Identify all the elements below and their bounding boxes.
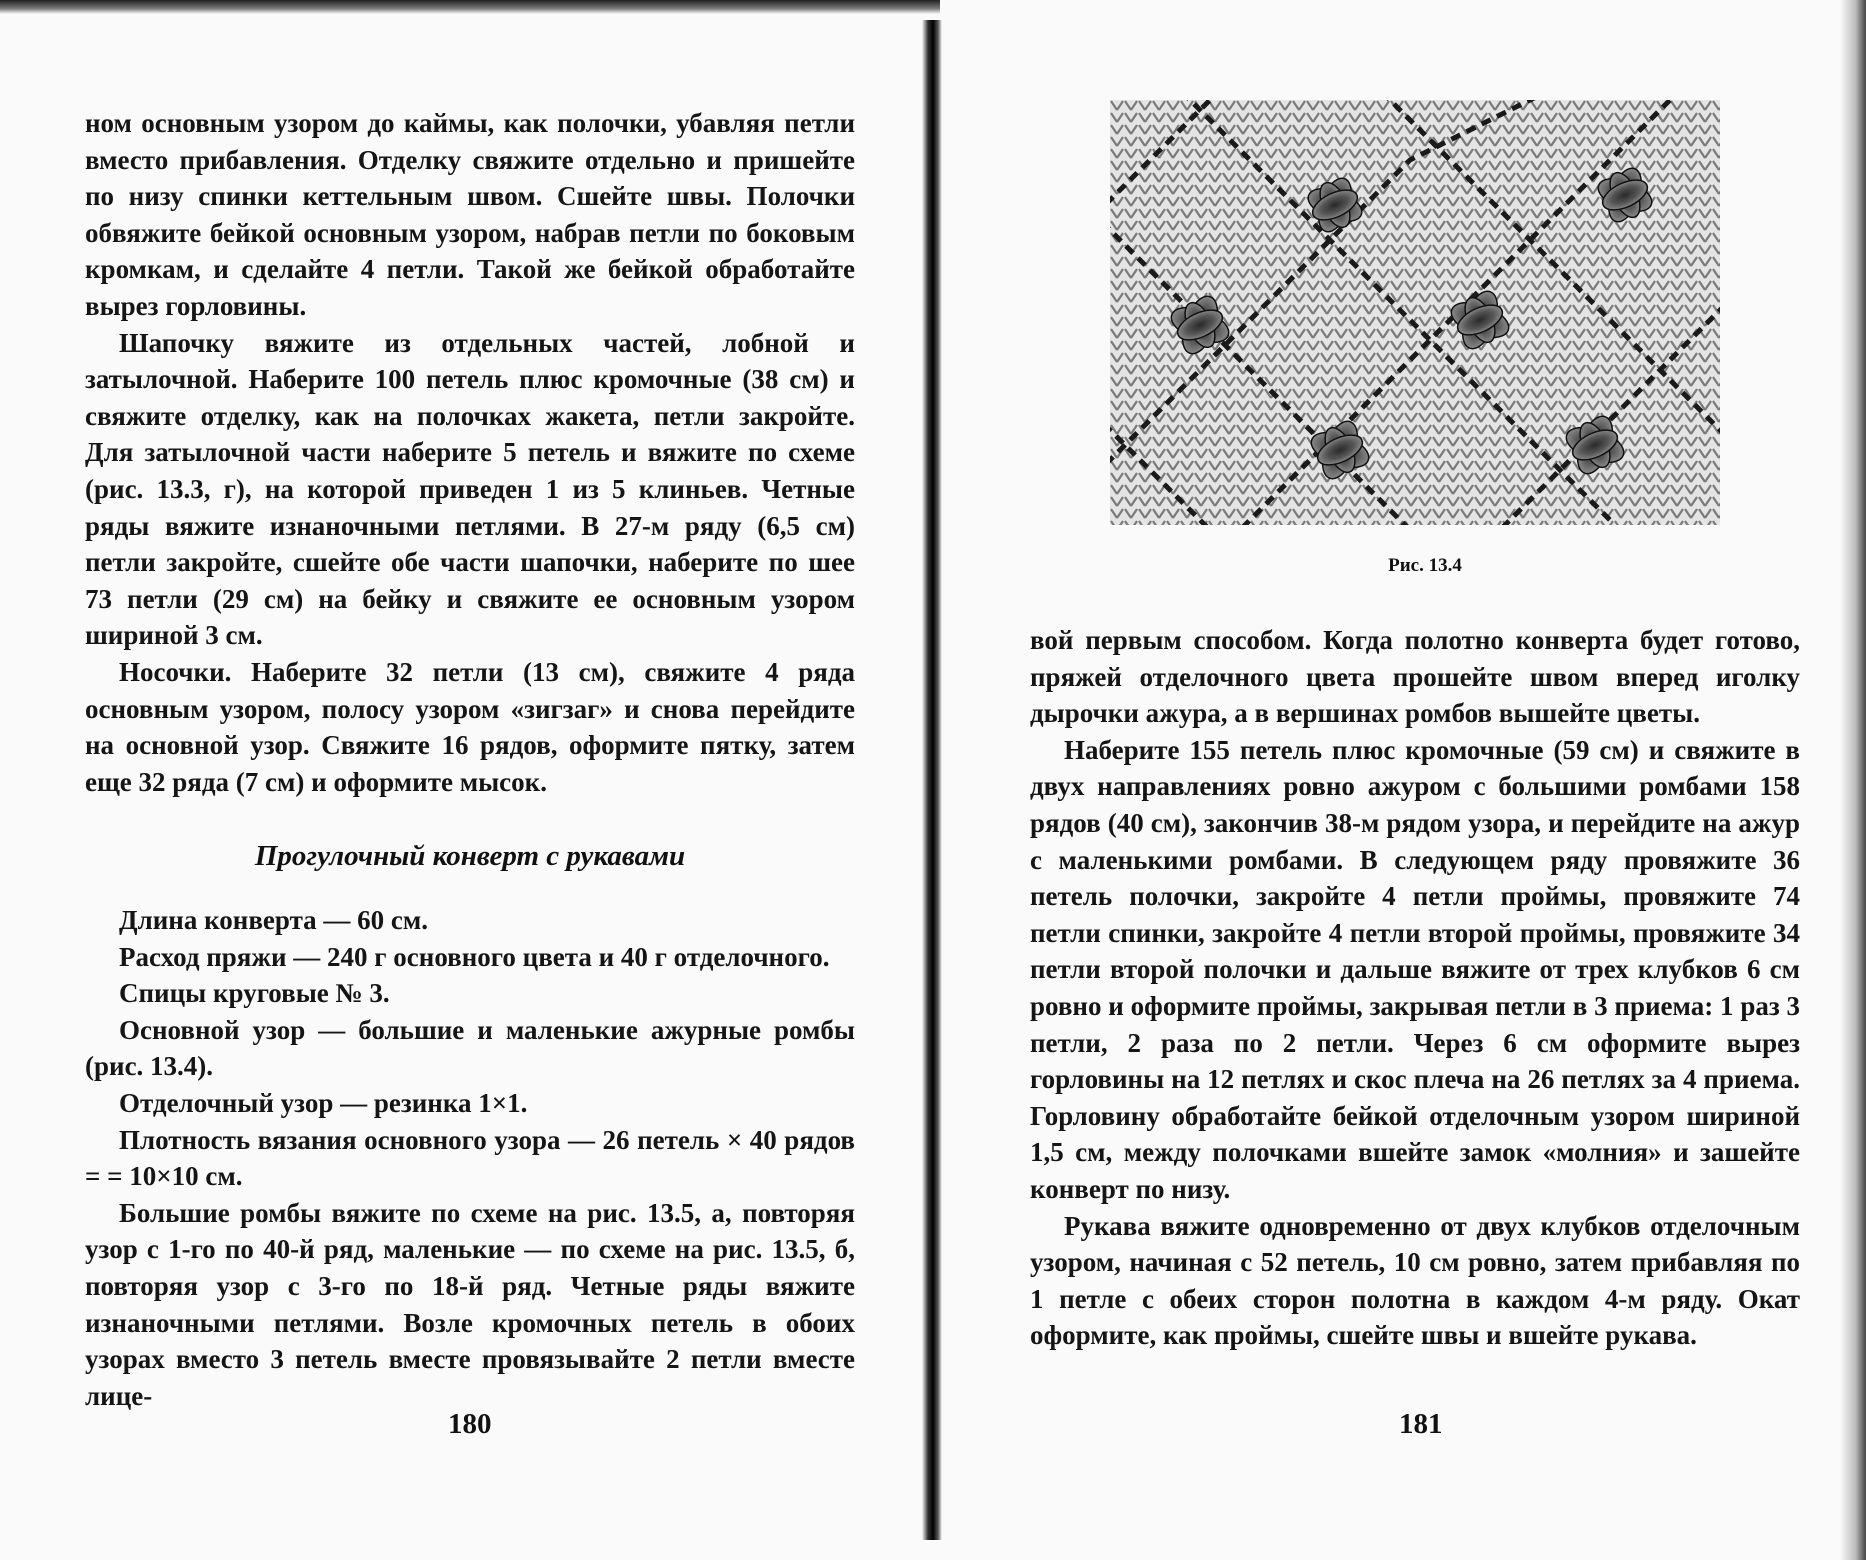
- hat-lead: Шапочку: [119, 327, 235, 358]
- knit-texture-image: [1110, 100, 1720, 525]
- socks-paragraph: [85, 654, 855, 800]
- right-page-text: [1030, 622, 1800, 1354]
- spec-line: Длина конверта — 60 см.: [119, 905, 429, 935]
- paragraph: ном основным узором до каймы, как полочки, убавляя петли вместо прибавления. Отделку свяжите отдельно и пришейте по низу спинки кеттельным швом. Сшейте швы. Полочки обвяжите бейкой основным узором, набрав петли по боковым кромкам, и сделайте 4 петли. Такой же бейкой обработайте вырез горловины.: [85, 108, 855, 321]
- spec-line: Большие ромбы вяжите по схеме на рис. 13.5, а, повторяя узор с 1-го по 40-й ряд, маленькие — по схеме на рис. 13.5, б, повторяя узор с 3-го по 18-й ряд. Четные ряды вяжите изнаночными петлями. Возле кромочных петель в обоих узорах вместо 3 петель вместе провязывайте 2 петли вместе лице-: [85, 1197, 855, 1411]
- knitting-pattern-photo: [1110, 100, 1720, 525]
- figure-caption: Рис. 13.4: [1388, 555, 1462, 576]
- hat-text: вяжите из отдельных частей, лобной и затылочной. Наберите 100 петель плюс кромочные (38 см) и свяжите отделку, как на полочках жакета, петли закройте. Для затылочной части наберите 5 петель и вяжите по схеме (рис. 13.3, г), на которой приведен 1 из 5 клиньев. Четные ряды вяжите изнаночными петлями. В 27-м ряду (6,5 см) петли закройте, сшейте обе части шапочки, наберите по шее 73 петли (29 см) на бейку и свяжите ее основным узором шириной 3 см.: [85, 327, 855, 651]
- left-page-specs: [85, 902, 855, 1414]
- paragraph: Наберите 155 петель плюс кромочные (59 см) и свяжите в двух направлениях ровно ажуром с большими ромбами 158 рядов (40 см), закончив 38-м рядом узора, и перейдите на ажур с маленькими ромбами. В следующем ряду провяжите 36 петель полочки, закройте 4 петли проймы, провяжите 74 петли спинки, закройте 4 петли второй проймы, провяжите 34 петли второй полочки и дальше вяжите от трех клубков 6 см ровно и оформите проймы, закрывая петли в 3 приема: 1 раз 3 петли, 2 раза по 2 петли. Через 6 см оформите вырез горловины на 12 петлях и скос плеча на 26 петлях за 4 приема. Горловину обработайте бейкой отделочным узором шириной 1,5 см, между полочками вшейте замок «молния» и зашейте конверт по низу.: [1030, 734, 1800, 1204]
- page-number: 181: [1399, 1408, 1443, 1440]
- spec-line: Спицы круговые № 3.: [119, 978, 390, 1009]
- spec-line: Основной узор — большие и маленькие ажурные ромбы (рис. 13.4).: [85, 1014, 855, 1082]
- page-edge-right: [1840, 0, 1866, 1560]
- left-page-text-top: [85, 105, 855, 800]
- paragraph: Рукава вяжите одновременно от двух клубков отделочным узором, начиная с 52 петель, 10 см ровно, затем прибавляя по 1 петле с обеих сторон полотна в каждом 4-м ряду. Окат оформите, как проймы, сшейте швы и вшейте рукава.: [1030, 1210, 1800, 1351]
- spec-line: Отделочный узор — резинка 1×1.: [119, 1087, 528, 1118]
- section-title: Прогулочный конверт с рукавами: [254, 840, 686, 872]
- right-page: [945, 0, 1840, 1560]
- socks-text: Наберите 32 петли (13 см), свяжите 4 ряда основным узором, полосу узором «зигзаг» и снова перейдите на основной узор. Свяжите 16 рядов, оформите пятку, затем еще 32 ряда (7 см) и оформите мысок.: [85, 656, 855, 797]
- left-page: [0, 0, 930, 1560]
- paragraph: вой первым способом. Когда полотно конверта будет готово, пряжей отделочного цвета прошейте швом вперед иголку дырочки ажура, а в вершинах ромбов вышейте цветы.: [1030, 625, 1800, 729]
- socks-lead: Носочки.: [119, 656, 232, 687]
- page-number: 180: [448, 1408, 492, 1440]
- spec-line: Плотность вязания основного узора — 26 петель × 40 рядов = = 10×10 см.: [85, 1124, 855, 1192]
- hat-paragraph: [85, 325, 855, 654]
- spec-line: Расход пряжи — 240 г основного цвета и 40 г отделочного.: [119, 941, 830, 972]
